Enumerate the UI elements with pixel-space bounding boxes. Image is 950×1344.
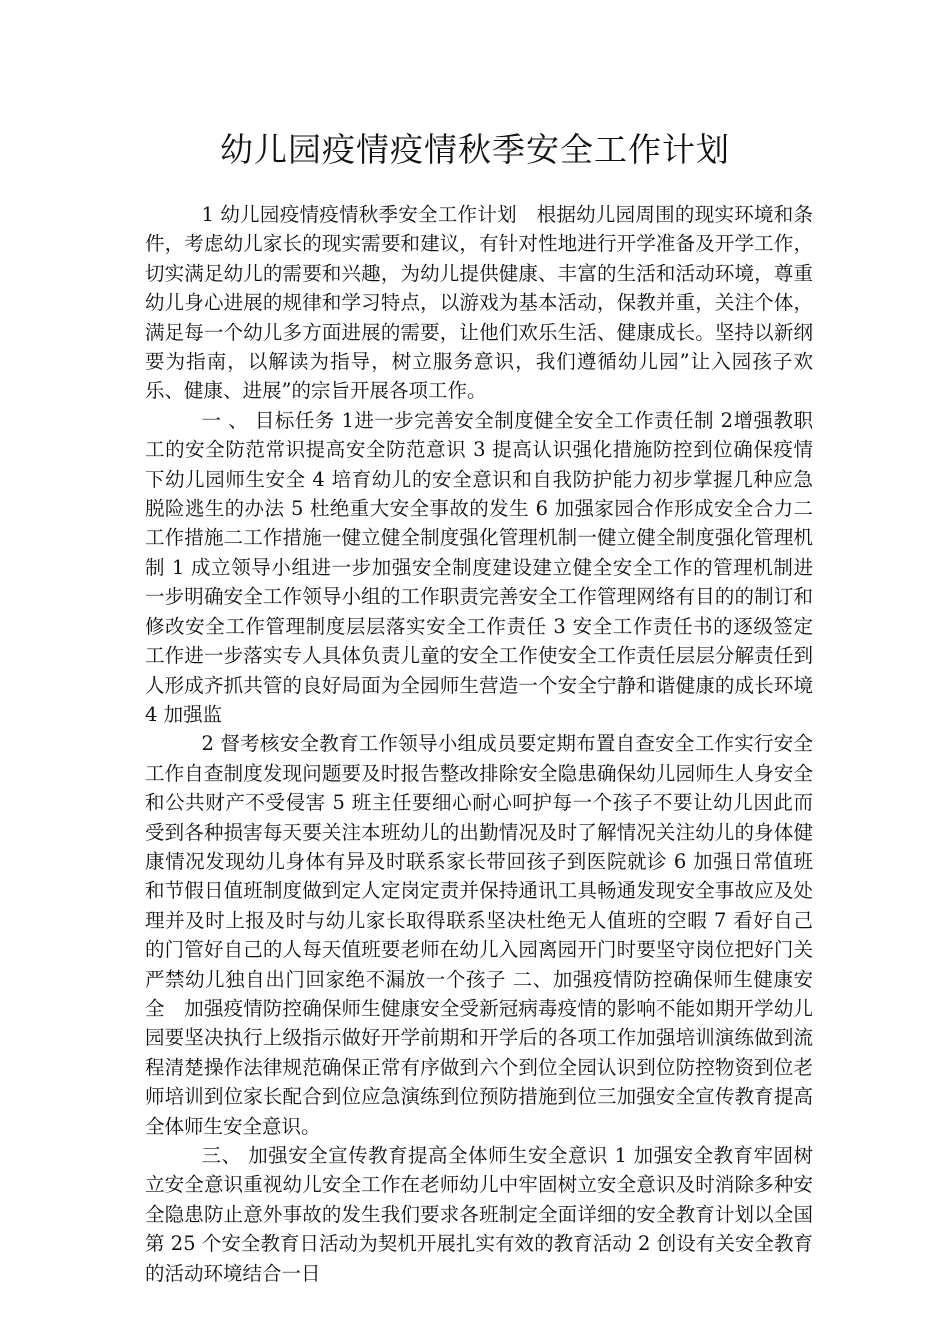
paragraph-intro: 1 幼儿园疫情疫情秋季安全工作计划 根据幼儿园周围的现实环境和条件，考虑幼儿家长的现实需要和建议，有针对性地进行开学准备及开学工作，切实满足幼儿的需要和兴趣，为幼儿提供健康、丰富的生活和活动环境，尊重幼儿身心进展的规律和学习特点，以游戏为基本活动，保教并重，关注个体，满足每一个幼儿多方面进展的需要，让他们欢乐生活、健康成长。坚持以新纲要为指南，以解读为指导，树立服务意识，我们遵循幼儿园”让入园孩子欢乐、健康、进展”的宗旨开展各项工作。 (145, 203, 813, 403)
document-title: 幼儿园疫情疫情秋季安全工作计划 (220, 130, 730, 169)
paragraph-safety-education: 三、 加强安全宣传教育提高全体师生安全意识 1 加强安全教育牢固树立安全意识重视幼儿安全工作在老师幼儿中牢固树立安全意识及时消除多种安全隐患防止意外事故的发生我们要求各班制定全面详细的安全教育计划以全国第 25 个安全教育日活动为契机开展扎实有效的教育活动 2 创设有关安全教育的活动环境结合一日 (145, 1144, 813, 1285)
paragraph-goals-and-measures: 一 、 目标任务 1进一步完善安全制度健全安全工作责任制 2增强教职工的安全防范常识提高安全防范意识 3 提高认识强化措施防控到位确保疫情下幼儿园师生安全 4 培育幼儿的安全意识和自我防护能力初步掌握几种应急脱险逃生的办法 5 杜绝重大安全事故的发生 6 加强家园合作形成安全合力二工作措施二工作措施一健立健全制度强化管理机制一健立健全制度强化管理机制 1 成立领导小组进一步加强安全制度建设建立健全安全工作的管理机制进一步明确安全工作领导小组的工作职责完善安全工作管理网络有目的的制订和修改安全工作管理制度层层落实安全工作责任 3 安全工作责任书的逐级签定工作进一步落实专人具体负责儿童的安全工作使安全工作责任层层分解责任到人形成齐抓共管的良好局面为全园师生营造一个安全宁静和谐健康的成长环境 4 加强监 (145, 408, 813, 726)
paragraph-supervision-and-epidemic-control: 2 督考核安全教育工作领导小组成员要定期布置自查安全工作实行安全工作自查制度发现问题要及时报告整改排除安全隐患确保幼儿园师生人身安全和公共财产不受侵害 5 班主任要细心耐心呵护每一个孩子不要让幼儿因此而受到各种损害每天要关注本班幼儿的出勤情况及时了解情况关注幼儿的身体健康情况发现幼儿身体有异及时联系家长带回孩子到医院就诊 6 加强日常值班和节假日值班制度做到定人定岗定责并保持通讯工具畅通发现安全事故应及处理并及时上报及时与幼儿家长取得联系坚决杜绝无人值班的空暇 7 看好自己的门管好自己的人每天值班要老师在幼儿入园离园开门时要坚守岗位把好门关严禁幼儿独自出门回家绝不漏放一个孩子 二、加强疫情防控确保师生健康安全 加强疫情防控确保师生健康安全受新冠病毒疫情的影响不能如期开学幼儿园要坚决执行上级指示做好开学前期和开学后的各项工作加强培训演练做到流程清楚操作法律规范确保正常有序做到六个到位全园认识到位防控物资到位老师培训到位家长配合到位应急演练到位预防措施到位三加强安全宣传教育提高全体师生安全意识。 (145, 732, 813, 1138)
document-body (145, 200, 813, 1288)
